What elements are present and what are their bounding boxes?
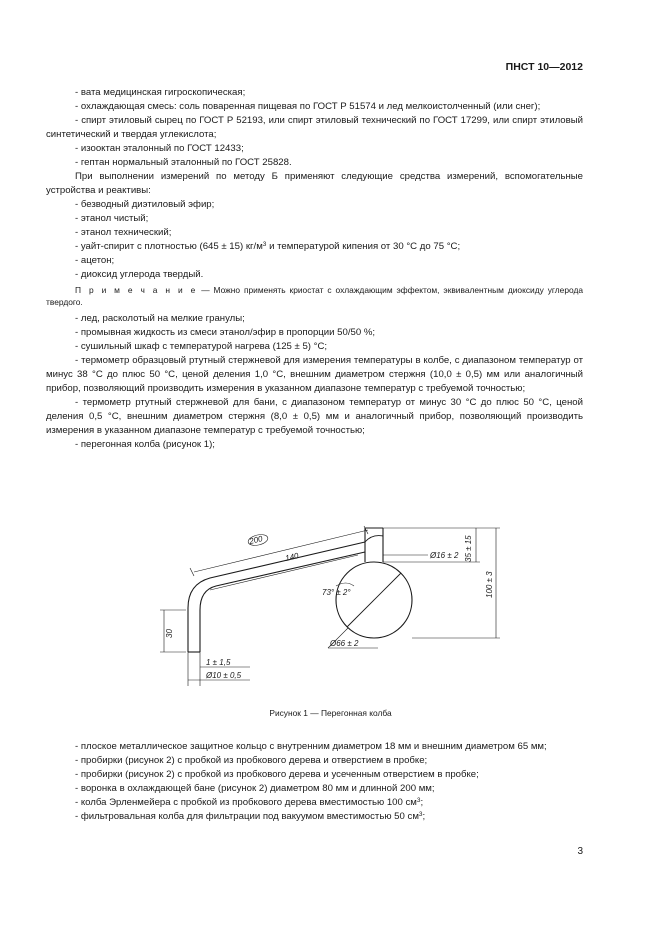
figure-distillation-flask (150, 490, 510, 690)
list-item: - термометр образцовый ртутный стержневой для измерения температуры в колбе, с диапазоном температур от минус 38 °С до плюс 50 °С, ценой деления 1,0 °С, внешним диаметром стержня (10,0 ± 0,5) мм или аналогичный прибор, позволяющий производить измерения в указанном диапазоне температур с требуемой точностью; (46, 355, 583, 394)
white-spirit-text-end: и температурой кипения от 30 °С до 75 °С; (266, 241, 461, 252)
dim-neck-len: 35 ± 15 (464, 535, 473, 562)
flask-drawing (150, 490, 510, 690)
dim-bulb-dia: Ø66 ± 2 (330, 639, 359, 648)
text-upper (46, 86, 583, 452)
list-item: - изооктан эталонный по ГОСТ 12433; (75, 143, 244, 154)
dim-height: 100 ± 3 (485, 571, 494, 598)
text-lower (46, 740, 583, 824)
erlenmeyer-text-end: ; (420, 797, 424, 808)
list-item-white-spirit (46, 240, 583, 254)
filter-flask-text: - фильтровальная колба для фильтрации под вакуумом вместимостью 50 см (75, 811, 419, 822)
list-item: - воронка в охлаждающей бане (рисунок 2) диаметром 80 мм и длинной 200 мм; (75, 783, 435, 794)
list-item: - пробирки (рисунок 2) с пробкой из пробкового дерева и отверстием в пробке; (75, 755, 428, 766)
white-spirit-text: - уайт-спирит с плотностью (645 ± 15) кг/м (75, 241, 263, 252)
filter-flask-text-end: ; (422, 811, 426, 822)
list-item: - сушильный шкаф с температурой нагрева (125 ± 5) °С; (75, 341, 328, 352)
unit-superscript: 3 (262, 241, 267, 248)
dim-vertical: 30 (165, 629, 174, 638)
list-item-erlenmeyer (46, 796, 583, 810)
note-label: П р и м е ч а н и е (75, 285, 198, 295)
note (46, 285, 583, 308)
dim-neck-dia: Ø16 ± 2 (430, 551, 459, 560)
list-item: - промывная жидкость из смеси этанол/эфир в пропорции 50/50 %; (75, 327, 376, 338)
unit-superscript: 3 (418, 811, 423, 818)
unit-superscript: 3 (416, 797, 421, 804)
page-number: 3 (577, 846, 583, 857)
list-item: - вата медицинская гигроскопическая; (75, 87, 246, 98)
dim-wall: 1 ± 1,5 (206, 658, 231, 667)
list-item: - этанол чистый; (75, 213, 149, 224)
bulb-diameter-line (347, 573, 401, 627)
note-text: — Можно применять криостат с охлаждающим эффектом, эквивалентным диоксиду углерода твердого. (46, 285, 583, 307)
list-item: - перегонная колба (рисунок 1); (75, 439, 215, 450)
list-item: - ацетон; (75, 255, 115, 266)
list-item-filter-flask (46, 810, 583, 824)
method-b-intro: При выполнении измерений по методу Б применяют следующие средства измерений, вспомогательные устройства и реактивы: (46, 171, 583, 196)
list-item: - лед, расколотый на мелкие гранулы; (75, 313, 245, 324)
document-id: ПНСТ 10—2012 (505, 61, 583, 73)
list-item: - диоксид углерода твердый. (75, 269, 204, 280)
erlenmeyer-text: - колба Эрленмейера с пробкой из пробкового дерева вместимостью 100 см (75, 797, 417, 808)
dim-tube-dia: Ø10 ± 0,5 (206, 671, 242, 680)
list-item: - пробирки (рисунок 2) с пробкой из пробкового дерева и усеченным отверстием в пробке; (75, 769, 479, 780)
list-item: - спирт этиловый сырец по ГОСТ Р 52193, или спирт этиловый технический по ГОСТ 17299, или спирт этиловый синтетический и твердая углекислота; (46, 115, 583, 140)
list-item: - плоское металлическое защитное кольцо с внутренним диаметром 18 мм и внешним диаметром 65 мм; (75, 741, 547, 752)
dim-straight: 140 (284, 551, 300, 563)
dim-angle: 73° ± 2° (322, 588, 351, 597)
side-arm-inner (200, 552, 365, 652)
dimension-labels (165, 533, 494, 680)
list-item: - гептан нормальный эталонный по ГОСТ 25828. (75, 157, 292, 168)
list-item: - термометр ртутный стержневой для бани, с диапазоном температур от минус 30 °С до плюс 50 °С, ценой деления 0,5 °С, внешним диаметром стержня (8,0 ± 0,5) мм и аналогичный прибор, позволяющий производить измерения в указанном диапазоне температур с требуемой точностью; (46, 397, 583, 436)
figure-caption: Рисунок 1 — Перегонная колба (269, 708, 392, 718)
list-item: - охлаждающая смесь: соль поваренная пищевая по ГОСТ Р 51574 и лед мелкоистолченный (или снег); (75, 101, 541, 112)
dim-total: 200 (248, 534, 264, 546)
list-item: - этанол технический; (75, 227, 172, 238)
list-item: - безводный диэтиловый эфир; (75, 199, 215, 210)
